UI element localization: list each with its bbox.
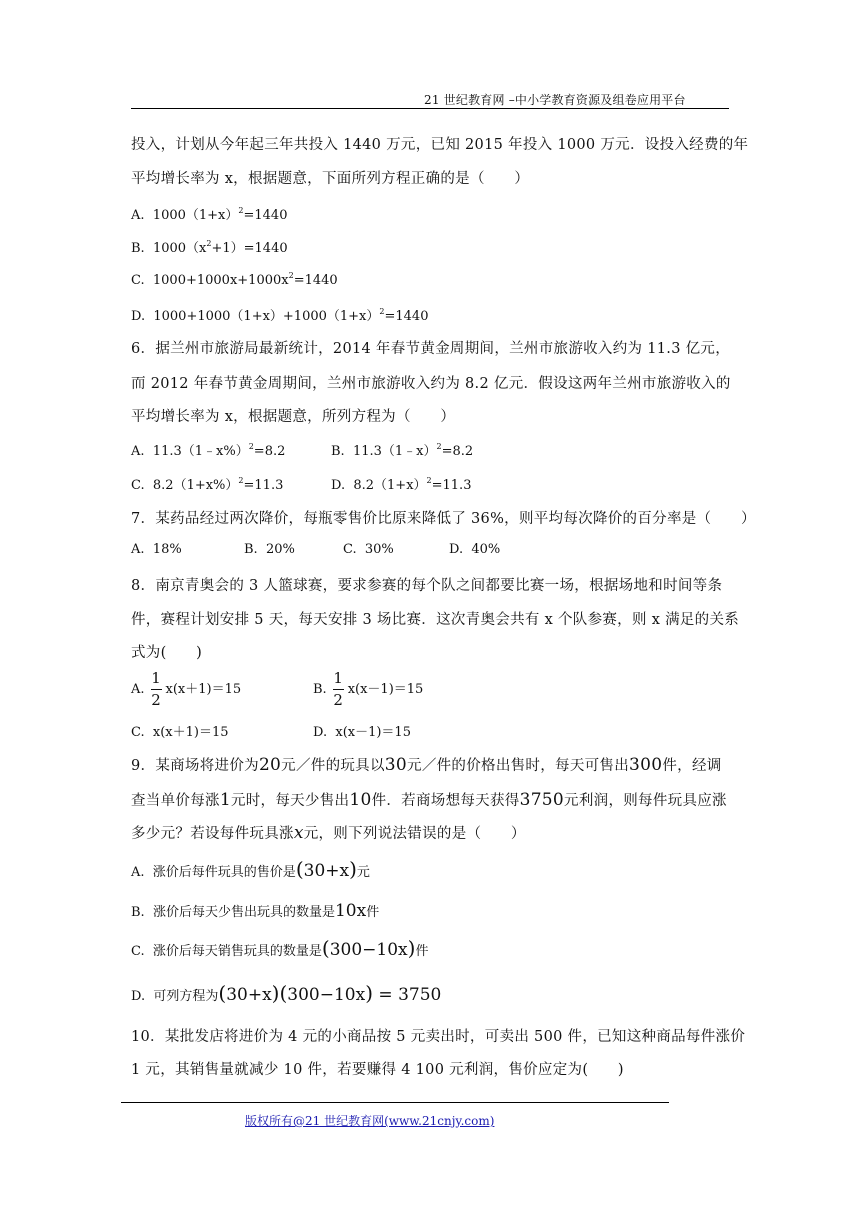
q5-option-d: D. $1000+1000(1+x)+1000(1+x)^2=1440$ <box>131 307 429 324</box>
header-text: 21 世纪教育网 –中小学教育资源及组卷应用平台 <box>424 93 686 107</box>
q8-option-a: A. $\frac{1}{2}$ x(x＋1)＝15 <box>131 669 242 709</box>
q9-option-d: D. 可列方程为(30+x)(300−10x) = 3750 <box>131 981 442 1005</box>
q7-option-d: D. 40% <box>449 542 501 557</box>
q9-line-3: 多少元？若设每件玩具涨x元，则下列说法错误的是（ ） <box>131 823 526 843</box>
q8-option-c: C. x(x＋1)＝15 <box>131 725 229 740</box>
q8-line-3: 式为( ) <box>131 645 203 661</box>
q5-option-a: A. $1000(1+x)^2=1440$ <box>131 206 288 223</box>
q9-line-1: 9．某商场将进价为20元／件的玩具以30元／件的价格出售时，每天可售出300件，经调 <box>131 755 722 775</box>
q6-option-b: B. 11.3（1﹣x）$^2$=8.2 <box>331 442 474 459</box>
footer-copyright-link[interactable]: 版权所有@21 世纪教育网(www.21cnjy.com) <box>245 1114 495 1128</box>
q7-line-1: 7．某药品经过两次降价，每瓶零售价比原来降低了 36%，则平均每次降价的百分率是（ ） <box>131 511 756 527</box>
q9-option-a: A. 涨价后每件玩具的售价是(30+x)元 <box>131 857 370 881</box>
q5-line-2: 平均增长率为 x，根据题意，下面所列方程正确的是（ ） <box>131 171 530 187</box>
q7-option-c: C. 30% <box>343 542 394 557</box>
q8-option-d: D. x(x－1)＝15 <box>313 725 411 740</box>
q9-option-b: B. 涨价后每天少售出玩具的数量是10x件 <box>131 901 380 921</box>
q8-option-b: B. $\frac{1}{2}$ x(x－1)＝15 <box>313 669 424 709</box>
q10-line-2: 1 元，其销售量就减少 10 件，若要赚得 4 100 元利润，售价应定为( ) <box>131 1062 624 1078</box>
q9-line-2: 查当单价每涨1元时，每天少售出10件．若商场想每天获得3750元利润，则每件玩具应涨 <box>131 790 727 810</box>
q8-line-2: 件，赛程计划安排 5 天，每天安排 3 场比赛．这次青奥会共有 x 个队参赛，则 x 满足的关系 <box>131 612 740 628</box>
q6-line-2: 而 2012 年春节黄金周期间，兰州市旅游收入约为 8.2 亿元．假设这两年兰州市旅游收入的 <box>131 376 731 392</box>
q5-option-b: B. $1000(x^2+1)=1440$ <box>131 239 288 256</box>
fraction-one-half: $\frac{1}{2}$ <box>151 669 161 709</box>
q6-option-a: A. 11.3（1﹣x%）$^2$=8.2 <box>131 442 286 459</box>
footer-divider <box>121 1102 669 1103</box>
q6-option-d: D. $8.2(1+x)^2=11.3$ <box>331 476 472 493</box>
q7-option-a: A. 18% <box>131 542 182 557</box>
q9-option-c: C. 涨价后每天销售玩具的数量是(300−10x)件 <box>131 936 429 960</box>
q7-option-b: B. 20% <box>244 542 295 557</box>
q6-line-3: 平均增长率为 x，根据题意，所列方程为（ ） <box>131 409 456 425</box>
q6-option-c: C. $8.2(1+x\%)^2=11.3$ <box>131 476 284 493</box>
q10-line-1: 10．某批发店将进价为 4 元的小商品按 5 元卖出时，可卖出 500 件，已知这种商品每件涨价 <box>131 1029 746 1045</box>
fraction-one-half: $\frac{1}{2}$ <box>333 669 343 709</box>
header-divider <box>131 108 729 109</box>
q6-line-1: 6．据兰州市旅游局最新统计，2014 年春节黄金周期间，兰州市旅游收入约为 11.3 亿元， <box>131 341 731 357</box>
q5-option-c: C. $1000+1000x+1000x^2=1440$ <box>131 271 338 288</box>
q5-line-1: 投入，计划从今年起三年共投入 1440 万元，已知 2015 年投入 1000 万元．设投入经费的年 <box>131 137 749 153</box>
q8-line-1: 8．南京青奥会的 3 人篮球赛，要求参赛的每个队之间都要比赛一场，根据场地和时间等条 <box>131 578 723 594</box>
